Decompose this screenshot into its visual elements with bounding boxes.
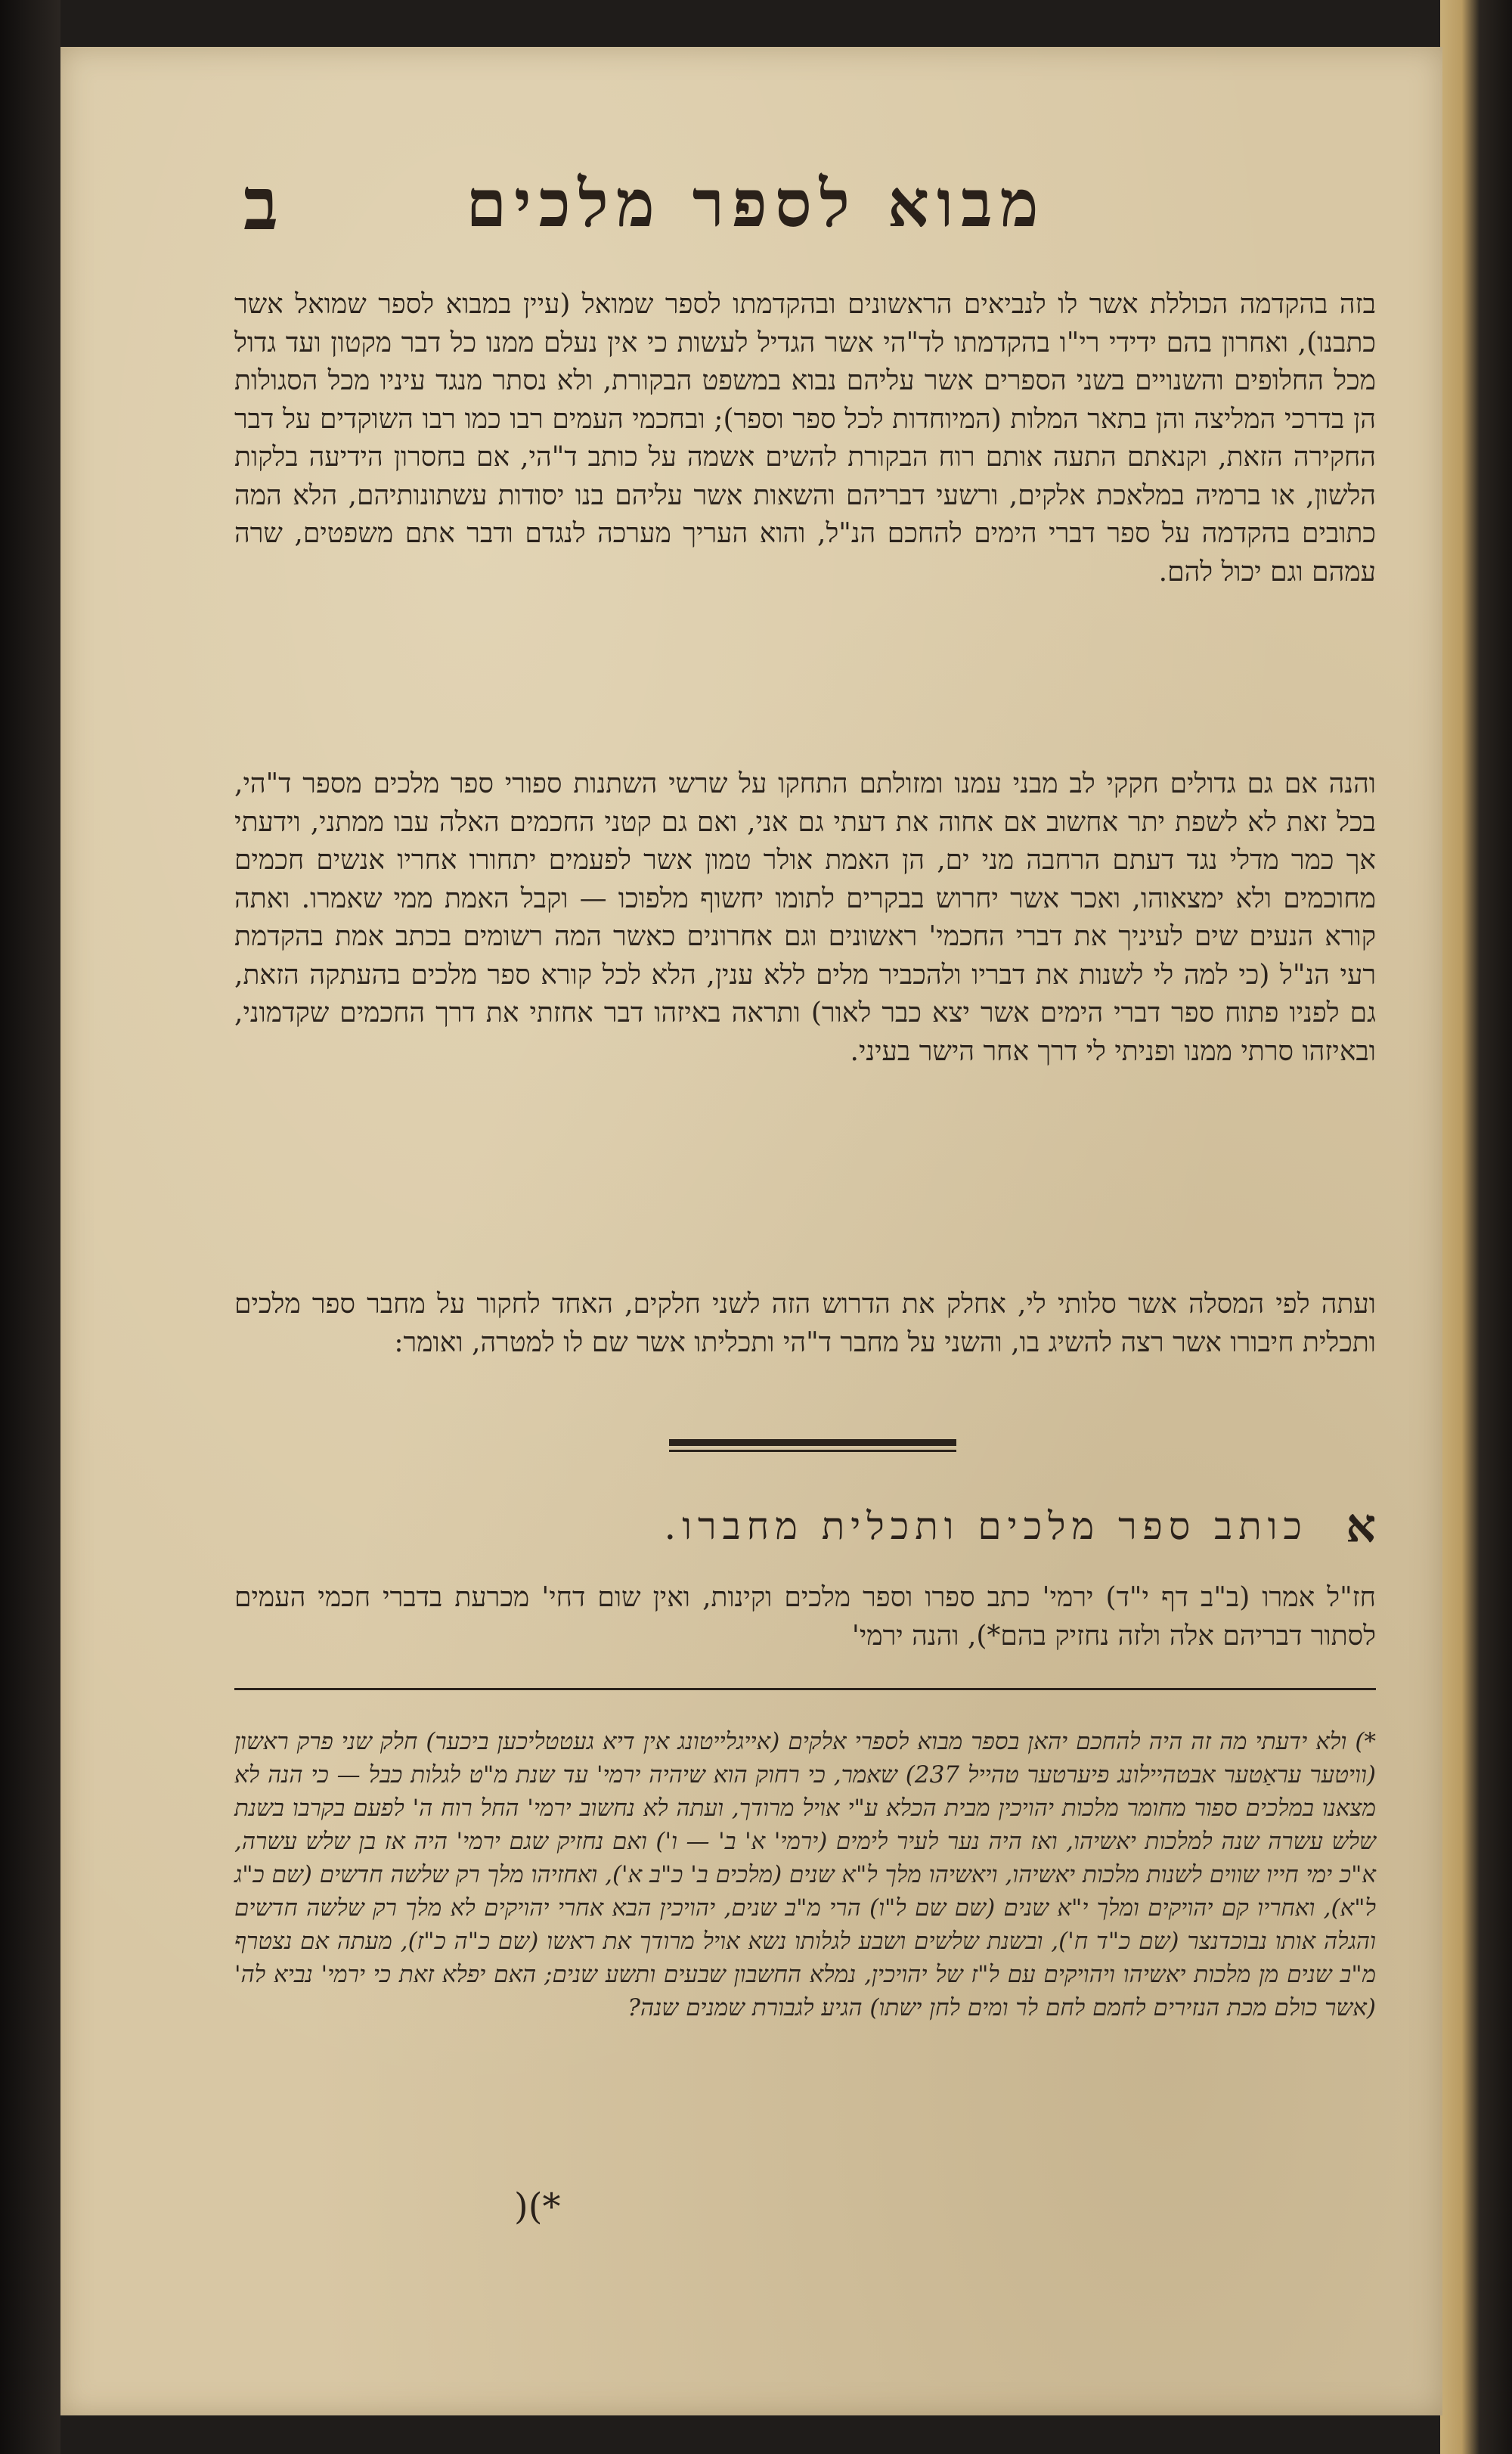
scan-right-edge: [1440, 0, 1512, 2454]
divider-thick-line: [669, 1439, 956, 1446]
section-title: כותב ספר מלכים ותכלית מחברו.: [664, 1504, 1308, 1548]
section-letter: א: [1346, 1498, 1376, 1553]
scan-left-edge: [0, 0, 60, 2454]
paragraph-2: והנה אם גם גדולים חקקי לב מבני עמנו ומזולתם התחקו על שרשי השתנות ספורי ספר מלכים מספר ד"הי, בכל זאת לא לשפת יתר אחשוב אם אחוה את דעתי גם אני, ואם גם קטני החכמים האלה עבו ממתני, וידעתי אך כמר מדלי נגד דעתם הרחבה מני ים, הן האמת אולר טמון אשר לפעמים יתחורו אחריו אנשים חכמים מחוכמים ולא ימצאוהו, ואכר אשר יחרוש בבקרים לתומו יחשוף מלפוכו — וקבל האמת ממי שאמרו. ואתה קורא הנעים שים לעיניך את דברי החכמי' ראשונים וגם אחרונים כאשר המה רשומים בכתב אמת בהקדמת רעי הנ"ל (כי למה לי לשנות את דבריו ולהכביר מלים ללא ענין, הלא לכל קורא ספר מלכים בהעתקה הזאת, גם לפניו פתוח ספר דברי הימים אשר יצא כבר לאור) ותראה באיזהו דבר אחזתי את דרך החכמים שקדמוני, ובאיזהו סרתי ממנו ופניתי לי דרך אחר הישר בעיני.: [234, 768, 1376, 1067]
footnote: *) ולא ידעתי מה זה היה להחכם יהאן בספר מבוא לספרי אלקים (אייגלייטונג אין דיא געטטליכען ביכער) חלק שני פרק ראשון (וויטער עראַטער אבטהיילונג פיערטער טהייל 237) שאמר, כי רחוק הוא שיהיה ירמי' עד שנת מ"ט לגלות כבל — כי הנה לא מצאנו במלכים ספור מחומר מלכות יהויכין מבית הכלא ע"י אויל מרודך, ועתה לא נחשוב ירמי' החל רוח ה' לפעם בקרבו בשנת שלש עשרה שנה למלכות יאשיהו, ואז היה נער לעיר לימים (ירמי' א' ב' — ו') ואם נחזיק שגם ירמי' היה אז בן שלש עשרה, א"כ ימי חייו שווים לשנות מלכות יאשיהו, ויאשיהו מלך ל"א שנים (מלכים ב' כ"ב א'), ואחזיהו מלך רק שלשה חדשים (שם כ"ג ל"א), ואחריו קם יהויקים ומלך י"א שנים (שם שם ל"ו) הרי מ"ב שנים, יהויכין הבא אחרי יהויקים לא מלך רק שלשה חדשים והגלה אותו נבוכדנצר (שם כ"ד ח'), ובשנת שלשים ושבע לגלותו נשא אויל מרודך את ראשו (שם כ"ה כ"ז), מעתה אם נצטרף מ"ב שנים מן מלכות יאשיהו ויהויקים עם ל"ז של יהויכין, נמלא החשבון שבעים ותשע שנים; האם יפלא זאת כי ירמי' נביא לה' (אשר כולם מכת הנזירים לחמם לחם לר ומים לחן ישתו) הגיע לגבורת שמנים שנה?: [234, 1728, 1376, 2021]
page-number-letter: ב: [243, 161, 279, 247]
footer-mark: *)(: [514, 2186, 561, 2228]
footnote-separator: [234, 1688, 1376, 1690]
paragraph-3: ועתה לפי המסלה אשר סלותי לי, אחלק את הדרוש הזה לשני חלקים, האחד לחקור על מחבר ספר מלכים ותכלית חיבורו אשר רצה להשיג בו, והשני על מחבר ד"הי ותכליתו אשר שם לו למטרה, ואומר:: [234, 1289, 1377, 1358]
section-paragraph: חז"ל אמרו (ב"ב דף י"ד) ירמי' כתב ספרו וספר מלכים וקינות, ואין שום דחי' מכרעת בדברי חכמי העמים לסתור דבריהם אלה ולזה נחזיק בהם*), והנה ירמי': [234, 1582, 1376, 1652]
page-header: [136, 147, 1376, 261]
paragraph-1: בזה בהקדמה הכוללת אשר לו לנביאים הראשונים ובהקדמתו לספר שמואל (עיין במבוא לספר שמואל אשר כתבנו), ואחרון בהם ידידי רי"ו בהקדמתו לד"הי אשר הגדיל לעשות כי אין נעלם ממנו כל דבר מקטון ועד גדול מכל החלופים והשנויים בשני הספרים אשר עליהם נבוא במשפט הבקורת, ולא נסתר מנגד עיניו מכל הסגולות הן בדרכי המליצה והן בתאר המלות (המיוחדות לכל ספר וספר); ובחכמי העמים רבו כמו רבו השוקדים על דבר החקירה הזאת, וקנאתם התעה אותם רוח הבקורת להשים אשמה על כותב ד"הי, אם בחסרון הידיעה בלקות הלשון, או ברמיה במלאכת אלקים, ורשעי דבריהם והשאות אשר עליהם בנו יסודות עשתונותיהם, הלא המה כתובים בהקדמה על ספר דברי הימים להחכם הנ"ל, והוא העריך מערכה לנגדם ודבר אתם משפטים, שרה עמהם וגם יכול להם.: [234, 289, 1376, 588]
divider-thin-line: [669, 1450, 956, 1452]
section-divider: [669, 1439, 956, 1454]
page-title: מבוא לספר מלכים: [466, 166, 1046, 242]
section-heading: [234, 1496, 1376, 1556]
